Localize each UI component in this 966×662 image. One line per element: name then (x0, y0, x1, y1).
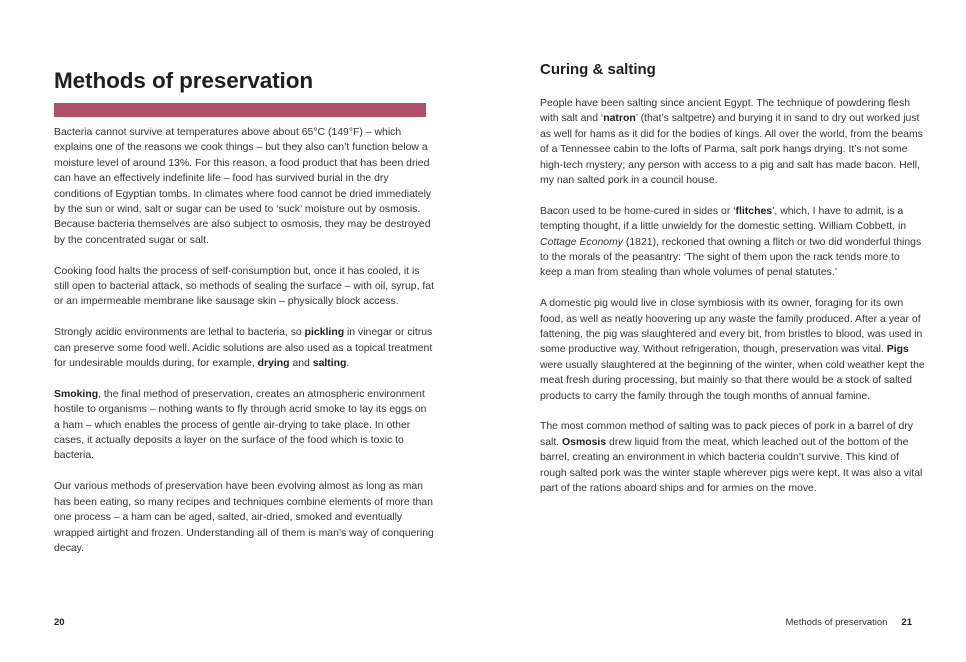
right-page (483, 0, 966, 662)
bold-term: salting (312, 358, 347, 370)
right-footer (786, 617, 913, 628)
text-run: , the final method of preservation, creates an atmospheric environment hostile to organisms – nothing wants to fly through acrid smoke to lay its eggs on a ham – which enables the process of gentle air-drying to take place. In other cases, it actually deposits a layer on the surface of the food which is toxic to bacteria. (54, 388, 427, 462)
body-paragraph (540, 96, 925, 188)
text-run: Our various methods of preservation have been evolving almost as long as man has been eating, so many recipes and techniques combine elements of more than one process – a ham can be aged, salted, air-dried, smoked and eventually wrapped airtight and frozen. Understanding all of them is man’s way of conquering decay. (54, 481, 434, 554)
body-paragraph (540, 204, 925, 281)
text-run: ’, which, I have to admit, is a tempting thought, if a little unwieldy for the domestic setting. William Cobbett, in (540, 205, 907, 233)
bold-term: Osmosis (562, 436, 607, 448)
body-paragraph (54, 264, 434, 310)
text-run: The most common method of salting was to pack pieces of pork in a barrel of dry salt. (540, 421, 914, 448)
bold-term: natron (603, 113, 636, 125)
body-paragraph (540, 296, 925, 404)
left-body-text (54, 125, 434, 572)
bold-term: Pigs (886, 344, 909, 356)
body-paragraph (54, 125, 434, 248)
text-run: Cooking food halts the process of self-consumption but, once it has cooled, it is still open to bacterial attack, so methods of sealing the surface – with oil, syrup, fat or an impermeable membrane like sausage skin – physically block access. (54, 265, 435, 308)
page-title: Methods of preservation (54, 68, 313, 93)
text-run: People have been salting since ancient Egypt. The technique of powdering flesh with salt and ‘ (540, 98, 911, 125)
text-run: (1821), reckoned that owning a flitch or two did wonderful things to the morals of the peasantry: ‘The sight of them upon the rack tends more to keep a man from stealing than whole volumes of penal statutes.’ (540, 236, 922, 279)
bold-term: flitches (735, 205, 773, 217)
text-run: drew liquid from the meat, which leached out of the bottom of the barrel, creating an environment in which bacteria couldn’t survive. This kind of rough salted pork was the winter staple wherever pigs were kept. It was also a vital part of the rations aboard ships and for armies on the move. (540, 436, 923, 495)
book-title: Cottage Economy (540, 236, 623, 248)
body-paragraph (54, 387, 434, 464)
text-run: A domestic pig would live in close symbiosis with its owner, foraging for its own food, as well as neatly hoovering up any waste the family produced. After a year of fattening, the pig was slaughtered and every bit, from bristles to blood, was used in some productive way. Without refrigeration, though, preservation was vital. (540, 298, 923, 356)
text-run: ’ (that’s saltpetre) and burying it in sand to dry out worked just as well for hams as it did for the bodies of kings. All over the world, from the beams of a Tennessee cabin to the lofts of Parma, salt pork hangs drying. It’s not some high-tech mystery; any person with access to a pig and salt has made bacon. Hell, my nan salted pork in a council house. (540, 113, 923, 187)
section-heading: Curing & salting (540, 61, 656, 78)
title-accent-bar (54, 103, 426, 117)
page-number-right: 21 (901, 617, 912, 628)
bold-term: Smoking (54, 388, 99, 400)
text-run: Bacon used to be home-cured in sides or ‘ (540, 205, 736, 217)
bold-term: drying (257, 358, 290, 370)
body-paragraph (54, 479, 434, 556)
bold-term: pickling (304, 327, 345, 339)
text-run: Bacteria cannot survive at temperatures above about 65°C (149°F) – which explains one of the reasons we cook things – but they also can’t function below a moisture level of around 13%. For this reason, a food product that has been dried can have an effectively indefinite life – food has survived burial in the dry conditions of Egyptian tombs. In climates where food cannot be dried immediately by the sun or wind, salt or sugar can be used to ‘suck’ moisture out by osmosis. Because bacteria themselves are also subject to osmosis, they may be destroyed by the concentrated sugar or salt. (54, 127, 432, 246)
page-number-left: 20 (54, 617, 65, 628)
body-paragraph (54, 325, 434, 371)
text-run: in vinegar or citrus can preserve some food well. Acidic solutions are also used as a topical treatment for undesirable moulds during, for example, (54, 327, 433, 370)
text-run: Strongly acidic environments are lethal to bacteria, so (54, 327, 305, 339)
text-run: and (289, 358, 313, 370)
text-run: were usually slaughtered at the beginning of the winter, when cold weather kept the meat fresh during processing, but mainly so that there would be a stock of salted products to carry the family through the tough months of annual famine. (540, 359, 925, 402)
body-paragraph (540, 419, 925, 496)
running-footer: Methods of preservation (785, 617, 888, 628)
text-run: . (346, 358, 350, 370)
right-body-text (540, 96, 925, 512)
